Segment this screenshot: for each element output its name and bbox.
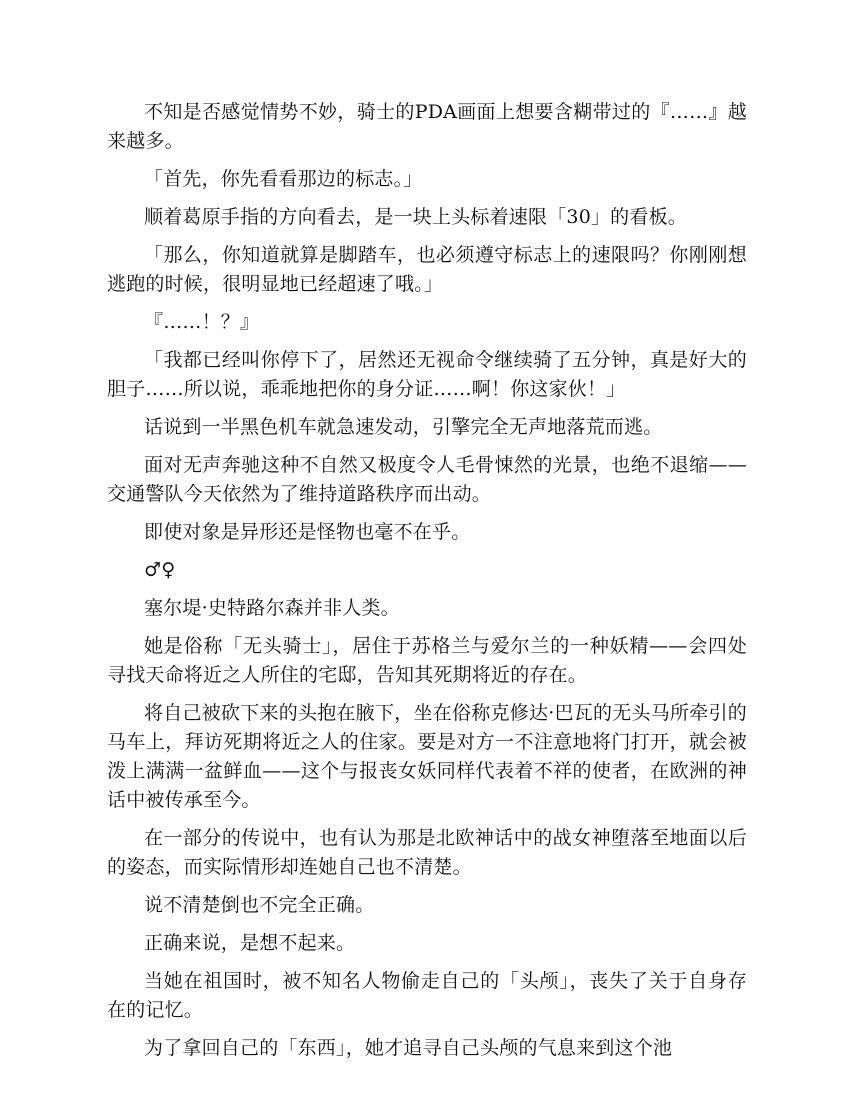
paragraph: 塞尔堤·史特路尔森并非人类。 [144,597,400,619]
text-body [107,98,747,1072]
paragraph: 话说到一半黑色机车就急速发动，引擎完全无声地落荒而逃。 [144,416,663,438]
paragraph: 在一部分的传说中，也有认为那是北欧神话中的战女神堕落至地面以后的姿态，而实际情形却连她自己也不清楚。 [107,827,747,878]
paragraph: 她是俗称「无头骑士」，居住于苏格兰与爱尔兰的一种妖精——会四处寻找天命将近之人所住的宅邸，告知其死期将近的存在。 [107,635,747,686]
paragraph: 「首先，你先看看那边的标志。」 [144,168,423,190]
section-break-symbols: ♂♀ [144,559,176,581]
paragraph: 当她在祖国时，被不知名人物偷走自己的「头颅」，丧失了关于自身存在的记忆。 [107,970,747,1021]
paragraph: 正确来说，是想不起来。 [144,932,356,954]
paragraph: 顺着葛原手指的方向看去，是一块上头标着速限「30」的看板。 [144,206,687,228]
paragraph: 『……！？』 [144,311,260,333]
paragraph: 「那么，你知道就算是脚踏车，也必须遵守标志上的速限吗？你刚刚想逃跑的时候，很明显地已经超速了哦。」 [107,244,747,295]
paragraph: 即使对象是异形还是怪物也毫不在乎。 [144,521,471,543]
paragraph: 不知是否感觉情势不妙，骑士的PDA画面上想要含糊带过的『……』越来越多。 [107,101,747,152]
paragraph: 将自己被砍下来的头抱在腋下，坐在俗称克修达·巴瓦的无头马所牵引的马车上，拜访死期将近之人的住家。要是对方一不注意地将门打开，就会被泼上满满一盆鲜血——这个与报丧女妖同样代表着不祥的使者，在欧洲的神话中被传承至今。 [107,702,747,811]
paragraph: 面对无声奔驰这种不自然又极度令人毛骨悚然的光景，也绝不退缩——交通警队今天依然为了维持道路秩序而出动。 [107,454,747,505]
paragraph: 为了拿回自己的「东西」，她才追寻自己头颅的气息来到这个池 [144,1037,673,1059]
paragraph: 说不清楚倒也不完全正确。 [144,894,375,916]
paragraph: 「我都已经叫你停下了，居然还无视命令继续骑了五分钟，真是好大的胆子……所以说，乖乖地把你的身分证……啊！你这家伙！」 [107,349,747,400]
